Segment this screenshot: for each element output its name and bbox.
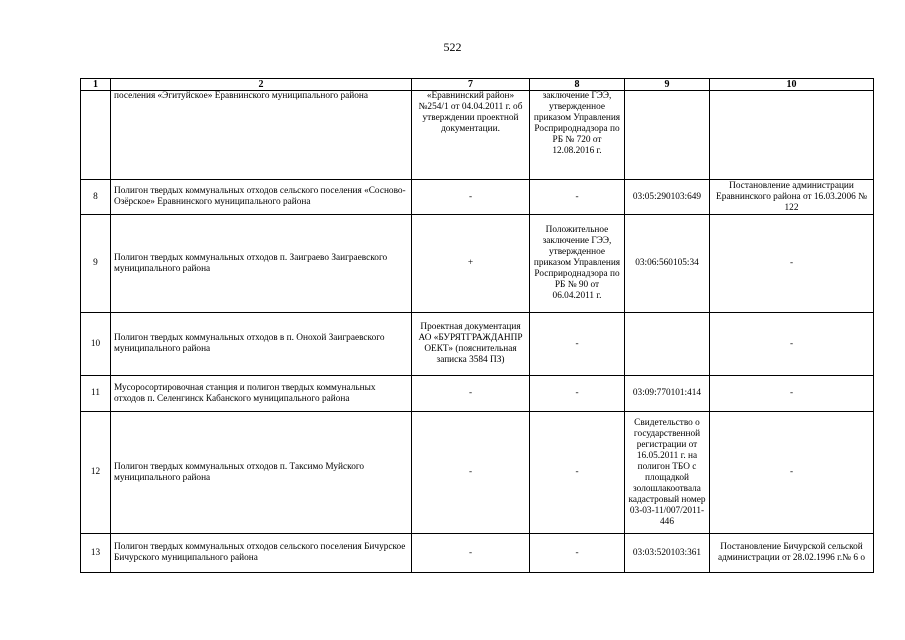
project-documentation: - [412, 376, 530, 412]
cadastral-number: 03:06:560105:34 [625, 215, 710, 313]
table-row [81, 180, 874, 215]
header-cell-1: 1 [81, 79, 111, 91]
row-number: 11 [81, 376, 111, 412]
object-name: Полигон твердых коммунальных отходов п. Заиграево Заиграевского муниципального района [111, 215, 412, 313]
header-cell-9: 9 [625, 79, 710, 91]
expertise-conclusion: - [530, 313, 625, 376]
cadastral-number [625, 91, 710, 180]
land-document: - [710, 313, 874, 376]
table-row [81, 412, 874, 534]
row-number: 13 [81, 534, 111, 573]
project-documentation: - [412, 412, 530, 534]
object-name: Полигон твердых коммунальных отходов сельского поселения «Сосново-Озёрское» Еравнинского муниципального района [111, 180, 412, 215]
row-number: 12 [81, 412, 111, 534]
cadastral-number: 03:09:770101:414 [625, 376, 710, 412]
header-cell-8: 8 [530, 79, 625, 91]
project-documentation: - [412, 534, 530, 573]
object-name: Полигон твердых коммунальных отходов сельского поселения Бичурское Бичурского муниципального района [111, 534, 412, 573]
project-documentation: «Еравнинский район» №254/1 от 04.04.2011 г. об утверждении проектной документации. [412, 91, 530, 180]
expertise-conclusion: - [530, 180, 625, 215]
land-document [710, 91, 874, 180]
row-number: 10 [81, 313, 111, 376]
row-number [81, 91, 111, 180]
project-documentation: + [412, 215, 530, 313]
row-number: 8 [81, 180, 111, 215]
expertise-conclusion: - [530, 412, 625, 534]
table-row [81, 313, 874, 376]
header-cell-2: 2 [111, 79, 412, 91]
expertise-conclusion: - [530, 376, 625, 412]
object-name: Полигон твердых коммунальных отходов в п. Онохой Заиграевского муниципального района [111, 313, 412, 376]
land-document: - [710, 215, 874, 313]
table-row [81, 91, 874, 180]
table-row [81, 534, 874, 573]
expertise-conclusion: заключение ГЭЭ, утвержденное приказом Управления Росприроднадзора по РБ № 720 от 12.08.2016 г. [530, 91, 625, 180]
cadastral-number [625, 313, 710, 376]
cadastral-number: 03:05:290103:649 [625, 180, 710, 215]
object-name: поселения «Эгитуйское» Еравнинского муниципального района [111, 91, 412, 180]
object-name: Полигон твердых коммунальных отходов п. Таксимо Муйского муниципального района [111, 412, 412, 534]
land-document: Постановление администрации Еравнинского района от 16.03.2006 № 122 [710, 180, 874, 215]
expertise-conclusion: - [530, 534, 625, 573]
cadastral-number: Свидетельство о государственной регистрации от 16.05.2011 г. на полигон ТБО с площадкой золошлакоотвала кадастровый номер 03-03-11/007/2011-446 [625, 412, 710, 534]
land-document: - [710, 412, 874, 534]
cadastral-number: 03:03:520103:361 [625, 534, 710, 573]
project-documentation: - [412, 180, 530, 215]
expertise-conclusion: Положительное заключение ГЭЭ, утвержденное приказом Управления Росприроднадзора по РБ № 90 от 06.04.2011 г. [530, 215, 625, 313]
project-documentation: Проектная документация АО «БУРЯТГРАЖДАНПР ОЕКТ» (пояснительная записка 3584 ПЗ) [412, 313, 530, 376]
object-name: Мусоросортировочная станция и полигон твердых коммунальных отходов п. Селенгинск Кабанского муниципального района [111, 376, 412, 412]
table-row [81, 215, 874, 313]
land-document: - [710, 376, 874, 412]
header-row [81, 79, 874, 91]
table-row [81, 376, 874, 412]
header-cell-7: 7 [412, 79, 530, 91]
data-table [80, 78, 874, 573]
row-number: 9 [81, 215, 111, 313]
header-cell-10: 10 [710, 79, 874, 91]
page-number: 522 [443, 40, 462, 54]
land-document: Постановление Бичурской сельской администрации от 28.02.1996 г.№ 6 о [710, 534, 874, 573]
